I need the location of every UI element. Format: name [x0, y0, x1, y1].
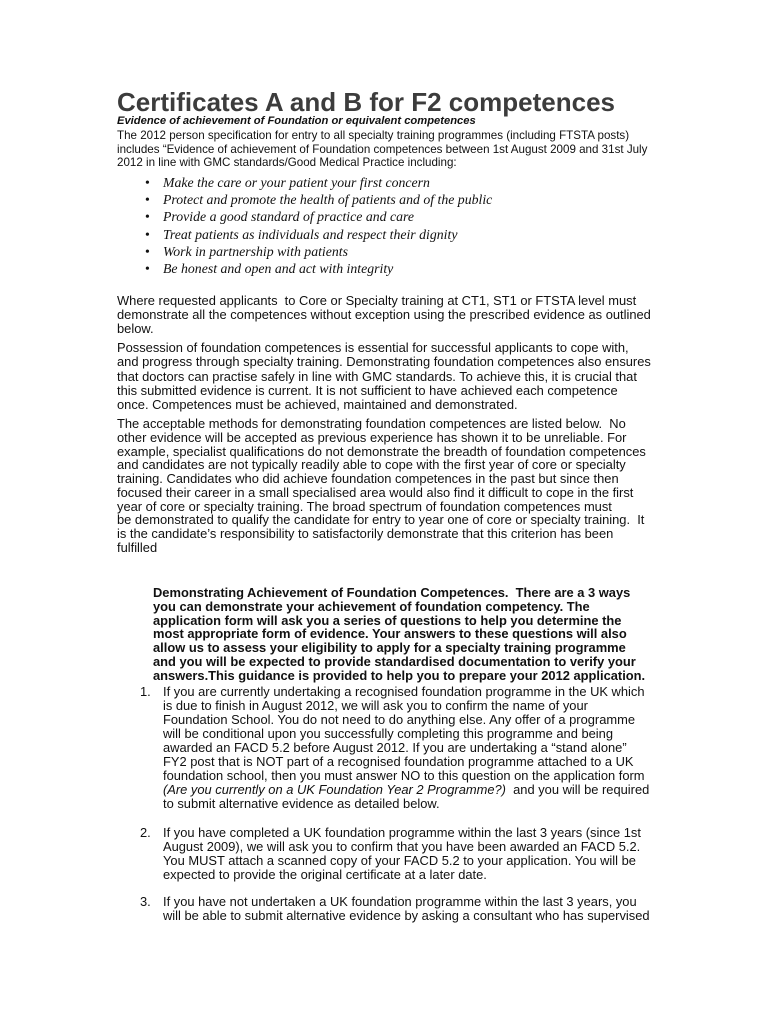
item-line: If you are currently undertaking a recognised foundation programme in the UK which	[163, 684, 645, 699]
bullet-item	[0, 260, 768, 277]
paragraph-line: be demonstrated to qualify the candidate for entry to year one of core or specialty training. It	[117, 512, 645, 528]
paragraph-line: once. Competences must be achieved, maintained and demonstrated.	[117, 397, 518, 412]
guidance-line: answers.This guidance is provided to help you to prepare your 2012 application.	[153, 667, 646, 683]
paragraph-line: and candidates are not typically readily able to cope with the first year of core or specialty	[117, 457, 626, 473]
bullet-item	[0, 208, 768, 225]
item-line: expected to provide the original certificate at a later date.	[163, 867, 487, 882]
intro-line: 2012 in line with GMC standards/Good Medical Practice including:	[117, 156, 457, 169]
paragraph-line: other evidence will be accepted as previous experience has shown it to be unreliable. For	[117, 429, 627, 445]
bullet-item	[0, 243, 768, 260]
intro-line: includes “Evidence of achievement of Foundation competences between 1st August 2009 and 31st July	[117, 142, 648, 156]
document-subtitle: Evidence of achievement of Foundation or equivalent competences	[117, 115, 476, 127]
bullet-text: Be honest and open and act with integrity	[163, 260, 394, 276]
item-line	[163, 783, 649, 797]
paragraph-line: is the candidate’s responsibility to satisfactorily demonstrate that this criterion has been	[117, 526, 614, 542]
item-line: FY2 post that is NOT part of a recognised foundation programme attached to a UK	[163, 754, 634, 769]
intro-paragraph	[117, 129, 647, 170]
paragraph-line: Where requested applicants to Core or Specialty training at CT1, ST1 or FTSTA level must	[117, 293, 637, 308]
paragraph-line: this submitted evidence is current. It is not sufficient to have achieved each competence	[117, 382, 618, 398]
item-line: to submit alternative evidence as detailed below.	[163, 796, 440, 811]
item-line: awarded an FACD 5.2 before August 2012. If you are undertaking a “stand alone”	[163, 740, 627, 755]
paragraph-line: fulfilled	[117, 540, 158, 556]
guidance-line: Demonstrating Achievement of Foundation Competences. There are a 3 ways	[153, 585, 631, 600]
item-number: 2.	[140, 825, 151, 840]
item-body	[163, 826, 641, 882]
bullet-item	[0, 174, 768, 191]
paragraph-line: focused their career in a small specialised area would also find it difficult to cope in the first	[117, 484, 634, 500]
paragraph-line: example, specialist qualifications do not demonstrate the breadth of foundation competences	[117, 443, 646, 459]
document-title: Certificates A and B for F2 competences	[117, 87, 615, 117]
guidance-line: and you will be expected to provide standardised documentation to verify your	[153, 654, 636, 670]
bullet-text: Treat patients as individuals and respect their dignity	[163, 226, 458, 242]
body-paragraph	[117, 341, 651, 412]
item-line: will be able to submit alternative evidence by asking a consultant who has supervised	[163, 908, 650, 923]
paragraph-line: and progress through specialty training. Demonstrating foundation competences also ensures	[117, 354, 651, 370]
item-line: If you have completed a UK foundation programme within the last 3 years (since 1st	[163, 825, 641, 840]
body-paragraph	[117, 417, 646, 555]
paragraph-line: The acceptable methods for demonstrating foundation competences are listed below. No	[117, 416, 626, 431]
paragraph-line: Possession of foundation competences is essential for successful applicants to cope with,	[117, 340, 629, 355]
bullet-text: Provide a good standard of practice and care	[163, 209, 414, 225]
bullet-glyph: •	[145, 260, 150, 276]
bullet-text: Work in partnership with patients	[163, 243, 348, 259]
principles-bullet-list	[0, 174, 768, 277]
item-question-italic: (Are you currently on a UK Foundation Year 2 Programme?)	[163, 782, 506, 797]
item-line: You MUST attach a scanned copy of your FACD 5.2 to your application. You will be	[163, 853, 636, 868]
bullet-glyph: •	[145, 243, 150, 259]
bullet-text: Make the care or your patient your first concern	[163, 175, 430, 190]
item-line: is due to finish in August 2012, we will ask you to confirm the name of your	[163, 698, 588, 713]
item-line: If you have not undertaken a UK foundation programme within the last 3 years, you	[163, 894, 637, 909]
guidance-line: allow us to assess your eligibility to apply for a specialty training programme	[153, 640, 626, 656]
bullet-item	[0, 226, 768, 243]
paragraph-line: year of core or specialty training. The broad spectrum of foundation competences must	[117, 498, 612, 514]
item-number: 3.	[140, 894, 151, 909]
bullet-item	[0, 191, 768, 208]
item-line-continuation: and you will be required	[505, 782, 650, 797]
item-line: will be conditional upon you successfully completing this programme and being	[163, 726, 613, 741]
bullet-text: Protect and promote the health of patients and of the public	[163, 192, 493, 208]
paragraph-line: that doctors can practise safely in line with GMC standards. To achieve this, it is crucial that	[117, 368, 637, 384]
bullet-glyph: •	[145, 209, 150, 225]
bullet-glyph: •	[145, 175, 150, 190]
guidance-line: most appropriate form of evidence. Your answers to these questions will also	[153, 626, 627, 642]
item-line: August 2009), we will ask you to confirm that you have been awarded an FACD 5.2.	[163, 839, 641, 854]
bullet-glyph: •	[145, 192, 150, 208]
paragraph-line: below.	[117, 321, 154, 336]
item-body	[163, 895, 650, 923]
paragraph-line: demonstrate all the competences without exception using the prescribed evidence as outlined	[117, 307, 651, 322]
paragraph-line: training. Candidates who did achieve foundation competences in the past but since then	[117, 471, 619, 487]
bullet-glyph: •	[145, 226, 150, 242]
guidance-line: application form will ask you a series of questions to help you determine the	[153, 612, 622, 628]
body-paragraph	[117, 294, 651, 336]
guidance-line: you can demonstrate your achievement of foundation competency. The	[153, 598, 590, 614]
item-body	[163, 685, 649, 811]
guidance-paragraph	[153, 586, 645, 683]
item-line: foundation school, then you must answer NO to this question on the application form	[163, 768, 645, 783]
item-number: 1.	[140, 684, 151, 699]
intro-line: The 2012 person specification for entry to all specialty training programmes (including FTSTA posts)	[117, 129, 630, 142]
item-line: Foundation School. You do not need to do anything else. Any offer of a programme	[163, 712, 636, 727]
